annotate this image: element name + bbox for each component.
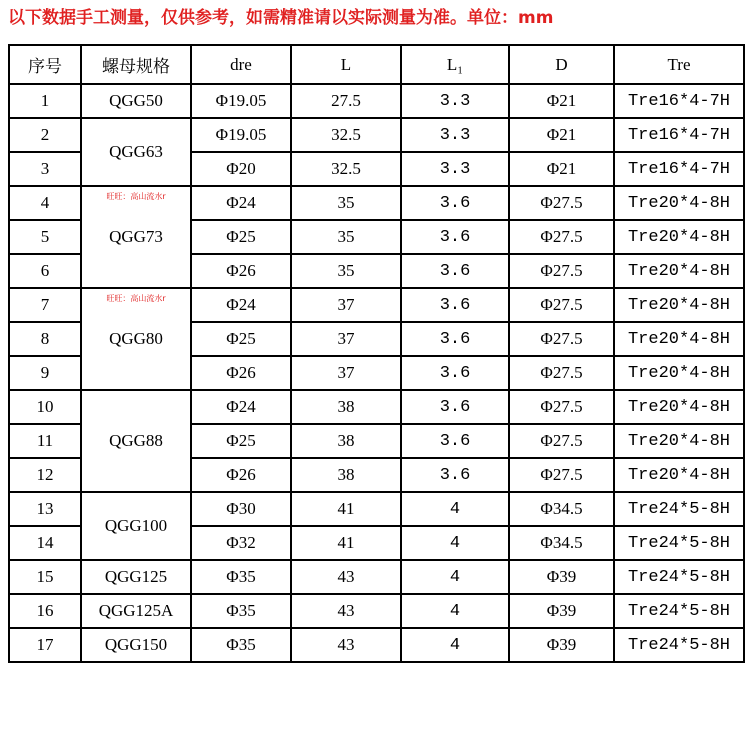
l-cell: 41 [291, 526, 401, 560]
l1-cell: 3.6 [401, 322, 509, 356]
tre-cell: Tre20*4-8H [614, 254, 744, 288]
dre-cell: Φ25 [191, 220, 291, 254]
dre-cell: Φ24 [191, 288, 291, 322]
nut-model-label: QGG100 [104, 516, 168, 535]
l1-cell: 3.6 [401, 254, 509, 288]
l1-cell: 4 [401, 526, 509, 560]
l-cell: 37 [291, 288, 401, 322]
tre-cell: Tre24*5-8H [614, 628, 744, 662]
row-number-cell: 10 [9, 390, 81, 424]
tre-cell: Tre20*4-8H [614, 356, 744, 390]
nut-model-cell [81, 118, 191, 186]
d-cell: Φ27.5 [509, 254, 614, 288]
d-cell: Φ21 [509, 152, 614, 186]
row-number-cell: 13 [9, 492, 81, 526]
l-cell: 27.5 [291, 84, 401, 118]
row-number-cell: 16 [9, 594, 81, 628]
l-cell: 43 [291, 594, 401, 628]
l1-cell: 3.6 [401, 424, 509, 458]
l-cell: 43 [291, 560, 401, 594]
tre-cell: Tre20*4-8H [614, 288, 744, 322]
nut-model-cell [81, 492, 191, 560]
tre-cell: Tre20*4-8H [614, 220, 744, 254]
l-cell: 38 [291, 390, 401, 424]
nut-model-cell [81, 288, 191, 390]
tre-cell: Tre24*5-8H [614, 526, 744, 560]
header-nut-spec: 螺母规格 [81, 45, 191, 84]
row-number-cell: 11 [9, 424, 81, 458]
row-number-cell: 14 [9, 526, 81, 560]
l1-cell: 3.6 [401, 288, 509, 322]
table-row [9, 118, 744, 152]
d-cell: Φ39 [509, 594, 614, 628]
row-number-cell: 8 [9, 322, 81, 356]
dre-cell: Φ26 [191, 356, 291, 390]
tre-cell: Tre24*5-8H [614, 492, 744, 526]
d-cell: Φ21 [509, 118, 614, 152]
l1-cell: 4 [401, 594, 509, 628]
d-cell: Φ27.5 [509, 458, 614, 492]
d-cell: Φ27.5 [509, 356, 614, 390]
l-cell: 37 [291, 322, 401, 356]
l-cell: 37 [291, 356, 401, 390]
nut-model-cell [81, 84, 191, 118]
l1-cell: 3.3 [401, 84, 509, 118]
row-number-cell: 4 [9, 186, 81, 220]
l-cell: 41 [291, 492, 401, 526]
dre-cell: Φ26 [191, 458, 291, 492]
dre-cell: Φ30 [191, 492, 291, 526]
tre-cell: Tre16*4-7H [614, 152, 744, 186]
table-row [9, 288, 744, 322]
nut-model-label: QGG125 [104, 567, 168, 586]
header-dre: dre [191, 45, 291, 84]
row-number-cell: 1 [9, 84, 81, 118]
header-l: L [291, 45, 401, 84]
d-cell: Φ39 [509, 628, 614, 662]
nut-model-cell [81, 186, 191, 288]
l1-cell: 3.6 [401, 356, 509, 390]
dre-cell: Φ25 [191, 424, 291, 458]
l1-cell: 3.6 [401, 220, 509, 254]
row-number-cell: 9 [9, 356, 81, 390]
d-cell: Φ27.5 [509, 186, 614, 220]
l1-cell: 3.3 [401, 152, 509, 186]
row-number-cell: 17 [9, 628, 81, 662]
nut-model-label: QGG125A [98, 601, 174, 620]
dre-cell: Φ32 [191, 526, 291, 560]
measurement-note-banner: 以下数据手工测量，仅供参考，如需精准请以实际测量为准。单位：mm [8, 8, 554, 28]
dre-cell: Φ19.05 [191, 84, 291, 118]
tre-cell: Tre20*4-8H [614, 424, 744, 458]
nut-spec-table [8, 44, 745, 663]
l-cell: 43 [291, 628, 401, 662]
d-cell: Φ34.5 [509, 526, 614, 560]
d-cell: Φ27.5 [509, 220, 614, 254]
l-cell: 32.5 [291, 152, 401, 186]
table-row [9, 492, 744, 526]
nut-model-label: QGG150 [104, 635, 168, 654]
l1-cell: 3.6 [401, 186, 509, 220]
d-cell: Φ39 [509, 560, 614, 594]
l1-cell: 3.6 [401, 458, 509, 492]
l-cell: 38 [291, 458, 401, 492]
nut-model-label: QGG63 [109, 142, 163, 161]
table-header-row [9, 45, 744, 84]
row-number-cell: 7 [9, 288, 81, 322]
l-cell: 35 [291, 220, 401, 254]
d-cell: Φ27.5 [509, 390, 614, 424]
dre-cell: Φ35 [191, 560, 291, 594]
row-number-cell: 5 [9, 220, 81, 254]
d-cell: Φ27.5 [509, 322, 614, 356]
tre-cell: Tre20*4-8H [614, 322, 744, 356]
d-cell: Φ27.5 [509, 424, 614, 458]
tre-cell: Tre24*5-8H [614, 560, 744, 594]
dre-cell: Φ35 [191, 594, 291, 628]
header-tre: Tre [614, 45, 744, 84]
table-row [9, 84, 744, 118]
nut-model-label: QGG50 [109, 91, 163, 110]
l1-cell: 4 [401, 560, 509, 594]
nut-model-cell [81, 628, 191, 662]
nut-model-label: QGG88 [109, 431, 163, 450]
d-cell: Φ34.5 [509, 492, 614, 526]
tre-cell: Tre16*4-7H [614, 118, 744, 152]
l-cell: 35 [291, 186, 401, 220]
header-no: 序号 [9, 45, 81, 84]
d-cell: Φ21 [509, 84, 614, 118]
table-row [9, 390, 744, 424]
header-l1: L₁ [401, 45, 509, 84]
tre-cell: Tre20*4-8H [614, 186, 744, 220]
d-cell: Φ27.5 [509, 288, 614, 322]
table-row [9, 594, 744, 628]
tre-cell: Tre20*4-8H [614, 390, 744, 424]
dre-cell: Φ25 [191, 322, 291, 356]
l-cell: 35 [291, 254, 401, 288]
table-row [9, 560, 744, 594]
dre-cell: Φ24 [191, 390, 291, 424]
l-cell: 32.5 [291, 118, 401, 152]
nut-model-label: QGG73 [109, 227, 163, 246]
header-d: D [509, 45, 614, 84]
nut-model-cell [81, 390, 191, 492]
dre-cell: Φ35 [191, 628, 291, 662]
row-number-cell: 12 [9, 458, 81, 492]
tre-cell: Tre24*5-8H [614, 594, 744, 628]
l1-cell: 4 [401, 492, 509, 526]
row-number-cell: 6 [9, 254, 81, 288]
table-row [9, 186, 744, 220]
l-cell: 38 [291, 424, 401, 458]
tre-cell: Tre20*4-8H [614, 458, 744, 492]
shop-watermark-text: 旺旺：高山流水r [106, 294, 166, 303]
row-number-cell: 2 [9, 118, 81, 152]
l1-cell: 3.3 [401, 118, 509, 152]
row-number-cell: 3 [9, 152, 81, 186]
l1-cell: 3.6 [401, 390, 509, 424]
table-row [9, 628, 744, 662]
nut-model-label: QGG80 [109, 329, 163, 348]
dre-cell: Φ19.05 [191, 118, 291, 152]
dre-cell: Φ20 [191, 152, 291, 186]
nut-model-cell [81, 594, 191, 628]
shop-watermark-text: 旺旺：高山流水r [106, 192, 166, 201]
row-number-cell: 15 [9, 560, 81, 594]
dre-cell: Φ24 [191, 186, 291, 220]
l1-cell: 4 [401, 628, 509, 662]
dre-cell: Φ26 [191, 254, 291, 288]
nut-model-cell [81, 560, 191, 594]
tre-cell: Tre16*4-7H [614, 84, 744, 118]
